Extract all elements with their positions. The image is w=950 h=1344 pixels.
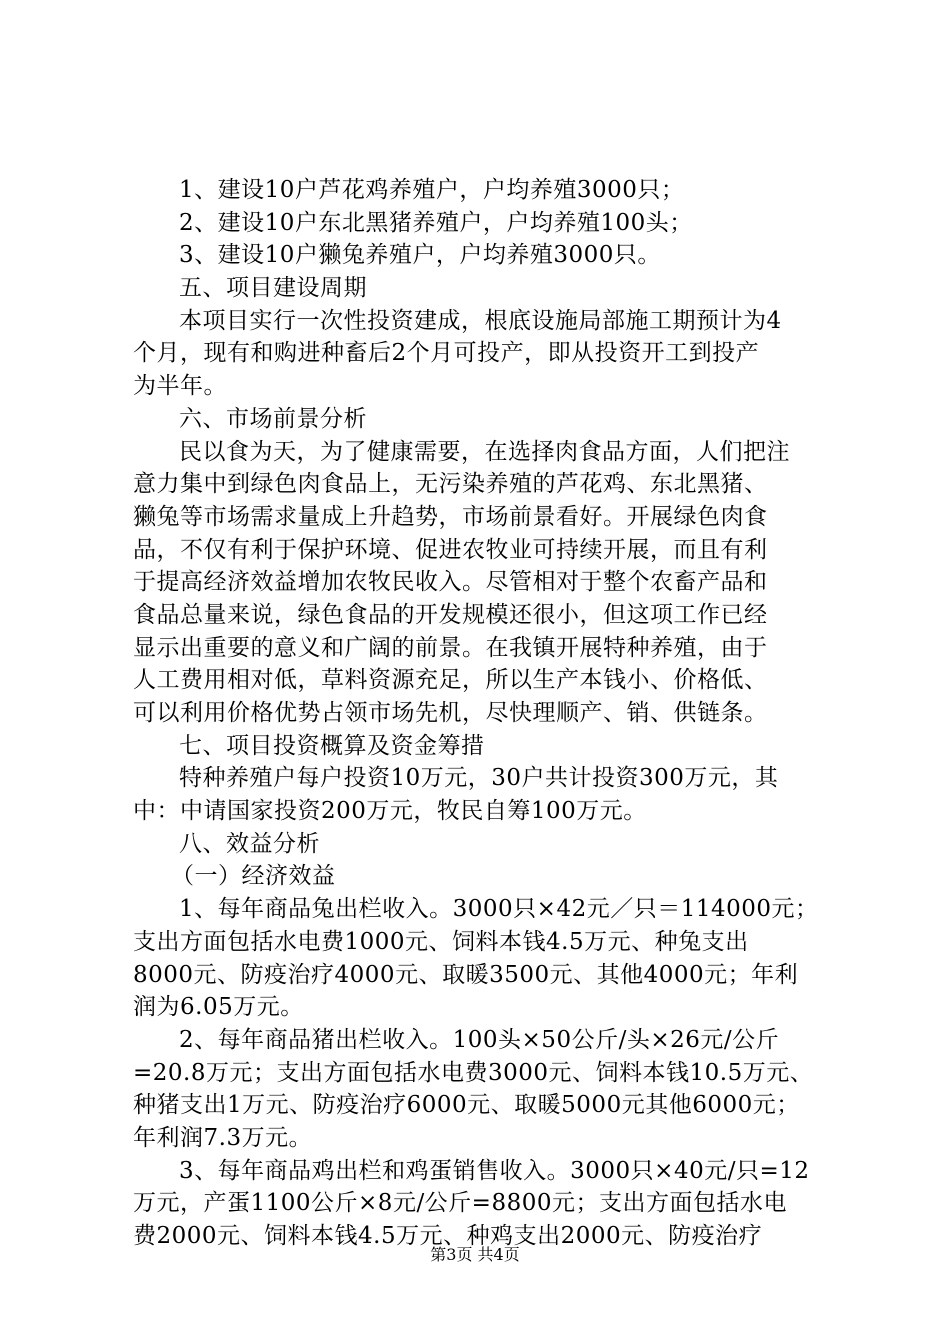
paragraph-line: 于提高经济效益增加农牧民收入。尽管相对于整个农畜产品和 [133,569,768,596]
section-heading: 七、项目投资概算及资金筹措 [179,732,485,759]
paragraph-line: 食品总量来说，绿色食品的开发规模还很小，但这项工作已经 [133,601,768,628]
paragraph-line: =20.8万元；支出方面包括水电费3000元、饲料本钱10.5万元、 [133,1059,814,1086]
paragraph-line: 年利润7.3万元。 [133,1124,313,1151]
paragraph-line: 个月，现有和购进种畜后2个月可投产，即从投资开工到投产 [133,340,760,367]
page-number-footer: 第3页 共4页 [430,1245,520,1264]
section-heading: 六、市场前景分析 [179,405,367,432]
paragraph-line: 3、每年商品鸡出栏和鸡蛋销售收入。3000只×40元/只=12 [179,1157,810,1184]
paragraph-line: 2、每年商品猪出栏收入。100头×50公斤/头×26元/公斤 [179,1026,780,1053]
paragraph-line: 中：中请国家投资200万元，牧民自筹100万元。 [133,798,647,825]
paragraph-line: 种猪支出1万元、防疫治疗6000元、取暖5000元其他6000元； [133,1092,800,1119]
paragraph-line: 民以食为天，为了健康需要，在选择肉食品方面，人们把注 [179,438,790,465]
list-item: 1、建设10户芦花鸡养殖户，户均养殖3000只； [179,177,685,203]
paragraph-line: 费2000元、饲料本钱4.5万元、种鸡支出2000元、防疫治疗 [133,1223,763,1249]
paragraph-line: 8000元、防疫治疗4000元、取暖3500元、其他4000元；年利 [133,961,799,988]
paragraph-line: 显示出重要的意义和广阔的前景。在我镇开展特种养殖，由于 [133,634,768,661]
paragraph-line: 为半年。 [133,373,227,400]
paragraph-line: 润为6.05万元。 [133,994,304,1021]
paragraph-line: 意力集中到绿色肉食品上，无污染养殖的芦花鸡、东北黑猪、 [133,471,768,498]
document-body [133,174,833,1253]
paragraph-line: 人工费用相对低，草料资源充足，所以生产本钱小、价格低、 [133,667,768,694]
paragraph-line: 特种养殖户每户投资10万元，30户共计投资300万元，其 [179,765,779,792]
paragraph-line: 品，不仅有利于保护环境、促进农牧业可持续开展，而且有利 [133,536,768,563]
list-item: 3、建设10户獭兔养殖户，户均养殖3000只。 [179,242,661,269]
paragraph-line: 1、每年商品兔出栏收入。3000只×42元／只＝114000元； [179,896,819,923]
list-item: 2、建设10户东北黑猪养殖户，户均养殖100头； [179,209,693,236]
paragraph-line: 万元，产蛋1100公斤×8元/公斤=8800元；支出方面包括水电 [133,1190,787,1217]
subsection-heading: （一）经济效益 [171,863,336,890]
section-heading: 五、项目建设周期 [179,275,367,302]
paragraph-line: 支出方面包括水电费1000元、饲料本钱4.5万元、种兔支出 [133,928,749,955]
paragraph-line: 可以利用价格优势占领市场先机，尽快理顺产、销、供链条。 [133,700,768,726]
paragraph-line: 獭兔等市场需求量成上升趋势，市场前景看好。开展绿色肉食 [133,503,768,530]
paragraph-line: 本项目实行一次性投资建成，根底设施局部施工期预计为4 [179,307,782,334]
section-heading: 八、效益分析 [179,830,320,857]
